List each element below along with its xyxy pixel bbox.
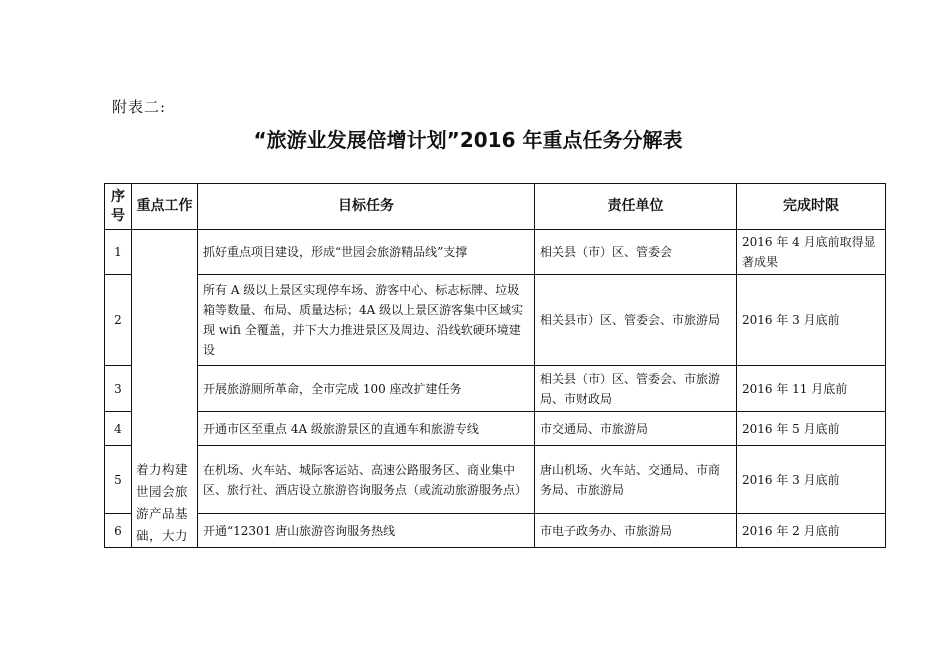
row-task: 开通“12301 唐山旅游咨询服务热线: [198, 514, 535, 548]
key-work-area: 着力构建世园会旅游产品基础，大力: [132, 230, 198, 548]
row-task: 所有 A 级以上景区实现停车场、游客中心、标志标牌、垃圾箱等数量、布局、质量达标；4A 级以上景区游客集中区域实现 wifi 全覆盖，并下大力推进景区及周边、沿线软硬环境建设: [198, 275, 535, 366]
header-seq: 序号: [105, 184, 132, 230]
row-deadline: 2016 年 11 月底前: [737, 366, 886, 412]
annex-label: 附表二:: [112, 98, 167, 116]
row-task: 在机场、火车站、城际客运站、高速公路服务区、商业集中区、旅行社、酒店设立旅游咨询服务点（或流动旅游服务点）: [198, 446, 535, 514]
table-row: [105, 446, 886, 514]
table-row: [105, 230, 886, 275]
header-deadline: 完成时限: [737, 184, 886, 230]
table-row: [105, 275, 886, 366]
header-area: 重点工作: [132, 184, 198, 230]
header-task: 目标任务: [198, 184, 535, 230]
document-title: “旅游业发展倍增计划”2016 年重点任务分解表: [253, 128, 683, 152]
row-seq: 2: [105, 275, 132, 366]
row-seq: 3: [105, 366, 132, 412]
table-row: [105, 366, 886, 412]
row-task: 开展旅游厕所革命，全市完成 100 座改扩建任务: [198, 366, 535, 412]
row-unit: 相关县（市）区、管委会: [535, 230, 737, 275]
header-unit: 责任单位: [535, 184, 737, 230]
row-deadline: 2016 年 3 月底前: [737, 275, 886, 366]
row-unit: 相关县市）区、管委会、市旅游局: [535, 275, 737, 366]
row-deadline: 2016 年 3 月底前: [737, 446, 886, 514]
row-seq: 5: [105, 446, 132, 514]
table-row: [105, 514, 886, 548]
table-header-row: [105, 184, 886, 230]
row-deadline: 2016 年 5 月底前: [737, 412, 886, 446]
row-deadline: 2016 年 2 月底前: [737, 514, 886, 548]
table-row: [105, 412, 886, 446]
row-task: 开通市区至重点 4A 级旅游景区的直通车和旅游专线: [198, 412, 535, 446]
row-unit: 唐山机场、火车站、交通局、市商务局、市旅游局: [535, 446, 737, 514]
row-seq: 6: [105, 514, 132, 548]
row-unit: 市交通局、市旅游局: [535, 412, 737, 446]
row-seq: 4: [105, 412, 132, 446]
row-seq: 1: [105, 230, 132, 275]
row-unit: 市电子政务办、市旅游局: [535, 514, 737, 548]
row-deadline: 2016 年 4 月底前取得显著成果: [737, 230, 886, 275]
row-unit: 相关县（市）区、管委会、市旅游局、市财政局: [535, 366, 737, 412]
task-table: [104, 183, 886, 548]
row-task: 抓好重点项目建设，形成“世园会旅游精品线”支撑: [198, 230, 535, 275]
